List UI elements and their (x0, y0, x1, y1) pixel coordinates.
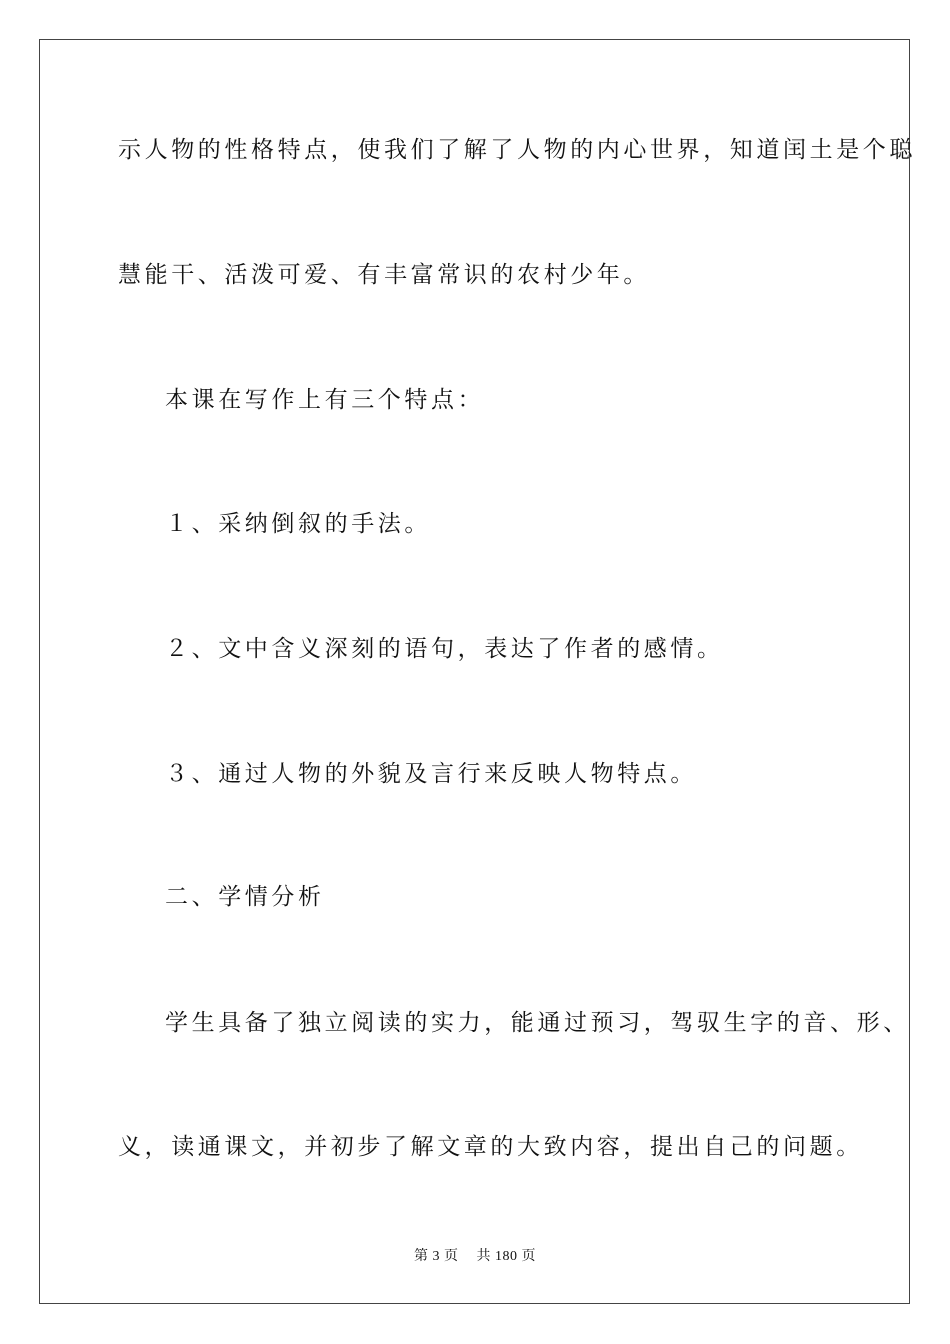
list-item: １、采纳倒叙的手法。 (165, 511, 431, 537)
page-footer (0, 1250, 950, 1264)
body-text-line: 示人物的性格特点，使我们了解了人物的内心世界，知道闰土是个聪 (118, 137, 916, 163)
page-number: 第 3 页 (414, 1249, 459, 1264)
list-item: ３、通过人物的外貌及言行来反映人物特点。 (165, 761, 697, 787)
body-text-line: 学生具备了独立阅读的实力，能通过预习，驾驭生字的音、形、 (165, 1010, 910, 1036)
page-border (39, 39, 910, 1304)
body-text-line: 本课在写作上有三个特点： (165, 387, 485, 413)
page-total: 共 180 页 (476, 1249, 536, 1264)
section-heading: 二、学情分析 (165, 884, 325, 910)
list-item: ２、文中含义深刻的语句，表达了作者的感情。 (165, 636, 724, 662)
body-text-line: 慧能干、活泼可爱、有丰富常识的农村少年。 (118, 262, 650, 288)
body-text-line: 义，读通课文，并初步了解文章的大致内容，提出自己的问题。 (118, 1134, 863, 1160)
